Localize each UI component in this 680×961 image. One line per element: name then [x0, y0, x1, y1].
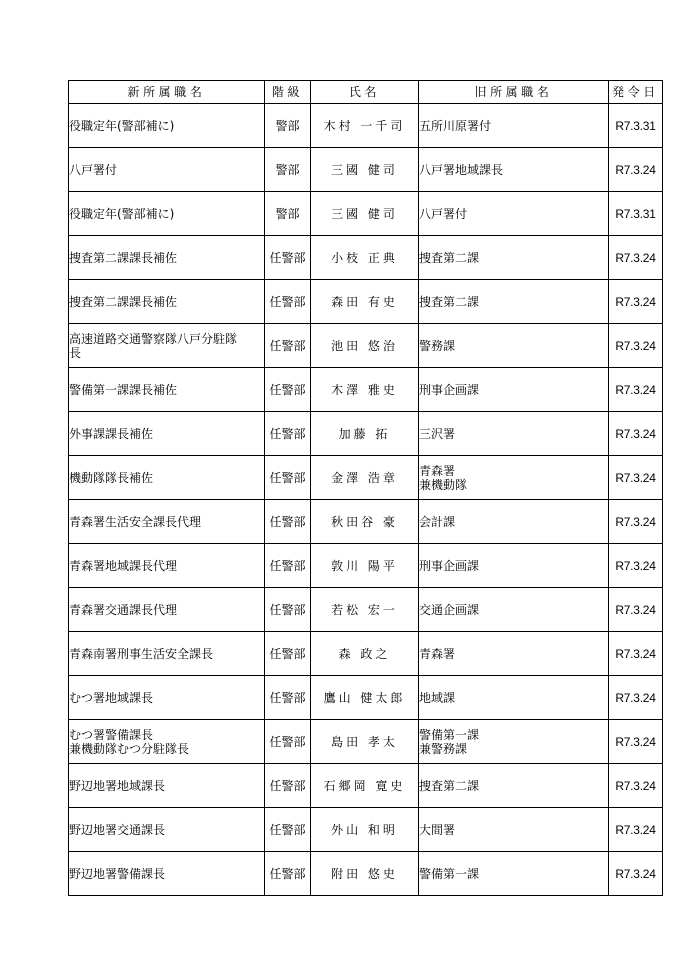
rank-cell: 任警部 [265, 720, 311, 764]
rank-cell: 任警部 [265, 500, 311, 544]
old-position-cell [419, 236, 609, 280]
issue-date-cell: R7.3.31 [609, 104, 663, 148]
issue-date-cell: R7.3.24 [609, 368, 663, 412]
new-position-cell [69, 192, 265, 236]
table-header [69, 81, 663, 104]
person-name-cell: 附田 悠史 [311, 852, 419, 896]
old-position-cell-line: 交通企画課 [419, 602, 480, 617]
rank-cell: 警部 [265, 192, 311, 236]
old-position-cell-line: 大間署 [419, 822, 456, 837]
person-name-cell: 森田 有史 [311, 280, 419, 324]
old-position-cell-line: 捜査第二課 [419, 250, 480, 265]
old-position-cell-line: 捜査第二課 [419, 294, 480, 309]
table-row [69, 368, 663, 412]
old-position-cell [419, 148, 609, 192]
new-position-cell [69, 632, 265, 676]
table-row [69, 280, 663, 324]
new-position-cell-line: 青森署交通課長代理 [69, 602, 178, 617]
person-name-cell: 森 政之 [311, 632, 419, 676]
new-position-cell [69, 368, 265, 412]
person-name-cell: 池田 悠治 [311, 324, 419, 368]
issue-date-cell: R7.3.24 [609, 280, 663, 324]
old-position-cell [419, 808, 609, 852]
header-date: 発令日 [609, 81, 663, 104]
old-position-cell-line: 刑事企画課 [419, 558, 480, 573]
new-position-cell-line: 青森署生活安全課長代理 [69, 514, 202, 529]
new-position-cell [69, 588, 265, 632]
header-rank: 階級 [265, 81, 311, 104]
new-position-cell-line: 役職定年(警部補に) [69, 206, 175, 221]
rank-cell: 任警部 [265, 280, 311, 324]
rank-cell: 任警部 [265, 412, 311, 456]
table-row [69, 412, 663, 456]
new-position-cell-line: 青森署地域課長代理 [69, 558, 178, 573]
header-name: 氏名 [311, 81, 419, 104]
person-name-cell: 秋田谷 豪 [311, 500, 419, 544]
old-position-cell-line: 三沢署 [419, 426, 456, 441]
old-position-cell [419, 764, 609, 808]
old-position-cell [419, 676, 609, 720]
old-position-cell [419, 632, 609, 676]
new-position-cell [69, 852, 265, 896]
new-position-cell-line: 長 [69, 345, 82, 360]
old-position-cell [419, 544, 609, 588]
rank-cell: 任警部 [265, 456, 311, 500]
new-position-cell [69, 236, 265, 280]
new-position-cell [69, 324, 265, 368]
table-row [69, 676, 663, 720]
person-name-cell: 敦川 陽平 [311, 544, 419, 588]
rank-cell: 警部 [265, 104, 311, 148]
table-row [69, 632, 663, 676]
issue-date-cell: R7.3.24 [609, 456, 663, 500]
new-position-cell [69, 148, 265, 192]
old-position-cell-line: 八戸署付 [419, 206, 468, 221]
issue-date-cell: R7.3.24 [609, 764, 663, 808]
old-position-cell [419, 852, 609, 896]
person-name-cell: 三國 健司 [311, 148, 419, 192]
old-position-cell-line: 地域課 [419, 690, 456, 705]
old-position-cell-line: 警備第一課 [419, 866, 480, 881]
new-position-cell-line: むつ署地域課長 [69, 690, 154, 705]
rank-cell: 任警部 [265, 368, 311, 412]
header-old-position: 旧所属職名 [419, 81, 609, 104]
new-position-cell-line: 捜査第二課課長補佐 [69, 250, 178, 265]
old-position-cell [419, 368, 609, 412]
new-position-cell [69, 720, 265, 764]
old-position-cell-line: 捜査第二課 [419, 778, 480, 793]
new-position-cell-line: 役職定年(警部補に) [69, 118, 175, 133]
old-position-cell [419, 588, 609, 632]
old-position-cell [419, 500, 609, 544]
person-name-cell: 木村 一千司 [311, 104, 419, 148]
old-position-cell-line: 青森署 [419, 463, 456, 478]
person-name-cell: 木澤 雅史 [311, 368, 419, 412]
new-position-cell [69, 456, 265, 500]
new-position-cell [69, 104, 265, 148]
old-position-cell-line: 兼警務課 [419, 741, 468, 756]
rank-cell: 任警部 [265, 852, 311, 896]
old-position-cell [419, 456, 609, 500]
table-row [69, 324, 663, 368]
new-position-cell-line: 捜査第二課課長補佐 [69, 294, 178, 309]
rank-cell: 任警部 [265, 236, 311, 280]
header-row [69, 81, 663, 104]
person-name-cell: 金澤 浩章 [311, 456, 419, 500]
issue-date-cell: R7.3.24 [609, 720, 663, 764]
new-position-cell-line: 外事課課長補佐 [69, 426, 154, 441]
old-position-cell [419, 324, 609, 368]
old-position-cell-line: 八戸署地域課長 [419, 162, 504, 177]
new-position-cell [69, 764, 265, 808]
table-row [69, 544, 663, 588]
table-row [69, 192, 663, 236]
old-position-cell [419, 104, 609, 148]
rank-cell: 警部 [265, 148, 311, 192]
new-position-cell-line: 野辺地署地域課長 [69, 778, 166, 793]
new-position-cell-line: 八戸署付 [69, 162, 118, 177]
person-name-cell: 外山 和明 [311, 808, 419, 852]
new-position-cell [69, 676, 265, 720]
new-position-cell [69, 500, 265, 544]
new-position-cell-line: 機動隊隊長補佐 [69, 470, 154, 485]
old-position-cell-line: 警備第一課 [419, 727, 480, 742]
rank-cell: 任警部 [265, 676, 311, 720]
issue-date-cell: R7.3.31 [609, 192, 663, 236]
old-position-cell [419, 720, 609, 764]
old-position-cell-line: 青森署 [419, 646, 456, 661]
issue-date-cell: R7.3.24 [609, 632, 663, 676]
issue-date-cell: R7.3.24 [609, 412, 663, 456]
old-position-cell [419, 412, 609, 456]
rank-cell: 任警部 [265, 544, 311, 588]
rank-cell: 任警部 [265, 324, 311, 368]
table-row [69, 808, 663, 852]
new-position-cell-line: 青森南署刑事生活安全課長 [69, 646, 214, 661]
new-position-cell-line: むつ署警備課長 [69, 727, 154, 742]
new-position-cell [69, 412, 265, 456]
person-name-cell: 島田 孝太 [311, 720, 419, 764]
issue-date-cell: R7.3.24 [609, 148, 663, 192]
old-position-cell-line: 五所川原署付 [419, 118, 492, 133]
header-new-position: 新所属職名 [69, 81, 265, 104]
personnel-table [68, 80, 663, 896]
table-row [69, 104, 663, 148]
rank-cell: 任警部 [265, 808, 311, 852]
issue-date-cell: R7.3.24 [609, 676, 663, 720]
new-position-cell [69, 280, 265, 324]
table-body [69, 104, 663, 896]
new-position-cell-line: 野辺地署交通課長 [69, 822, 166, 837]
old-position-cell [419, 280, 609, 324]
table-row [69, 236, 663, 280]
old-position-cell-line: 刑事企画課 [419, 382, 480, 397]
new-position-cell-line: 野辺地署警備課長 [69, 866, 166, 881]
new-position-cell-line: 高速道路交通警察隊八戸分駐隊 [69, 331, 238, 346]
issue-date-cell: R7.3.24 [609, 808, 663, 852]
old-position-cell-line: 兼機動隊 [419, 477, 468, 492]
rank-cell: 任警部 [265, 764, 311, 808]
person-name-cell: 鷹山 健太郎 [311, 676, 419, 720]
issue-date-cell: R7.3.24 [609, 236, 663, 280]
rank-cell: 任警部 [265, 588, 311, 632]
issue-date-cell: R7.3.24 [609, 852, 663, 896]
person-name-cell: 三國 健司 [311, 192, 419, 236]
person-name-cell: 石郷岡 寛史 [311, 764, 419, 808]
issue-date-cell: R7.3.24 [609, 324, 663, 368]
new-position-cell [69, 544, 265, 588]
person-name-cell: 小枝 正典 [311, 236, 419, 280]
table-row [69, 720, 663, 764]
table-row [69, 148, 663, 192]
person-name-cell: 加藤 拓 [311, 412, 419, 456]
issue-date-cell: R7.3.24 [609, 588, 663, 632]
old-position-cell-line: 警務課 [419, 338, 456, 353]
table-row [69, 456, 663, 500]
table-row [69, 500, 663, 544]
table-row [69, 852, 663, 896]
new-position-cell-line: 兼機動隊むつ分駐隊長 [69, 741, 190, 756]
new-position-cell [69, 808, 265, 852]
old-position-cell-line: 会計課 [419, 514, 456, 529]
issue-date-cell: R7.3.24 [609, 500, 663, 544]
old-position-cell [419, 192, 609, 236]
new-position-cell-line: 警備第一課課長補佐 [69, 382, 178, 397]
table-row [69, 588, 663, 632]
rank-cell: 任警部 [265, 632, 311, 676]
issue-date-cell: R7.3.24 [609, 544, 663, 588]
person-name-cell: 若松 宏一 [311, 588, 419, 632]
table-row [69, 764, 663, 808]
